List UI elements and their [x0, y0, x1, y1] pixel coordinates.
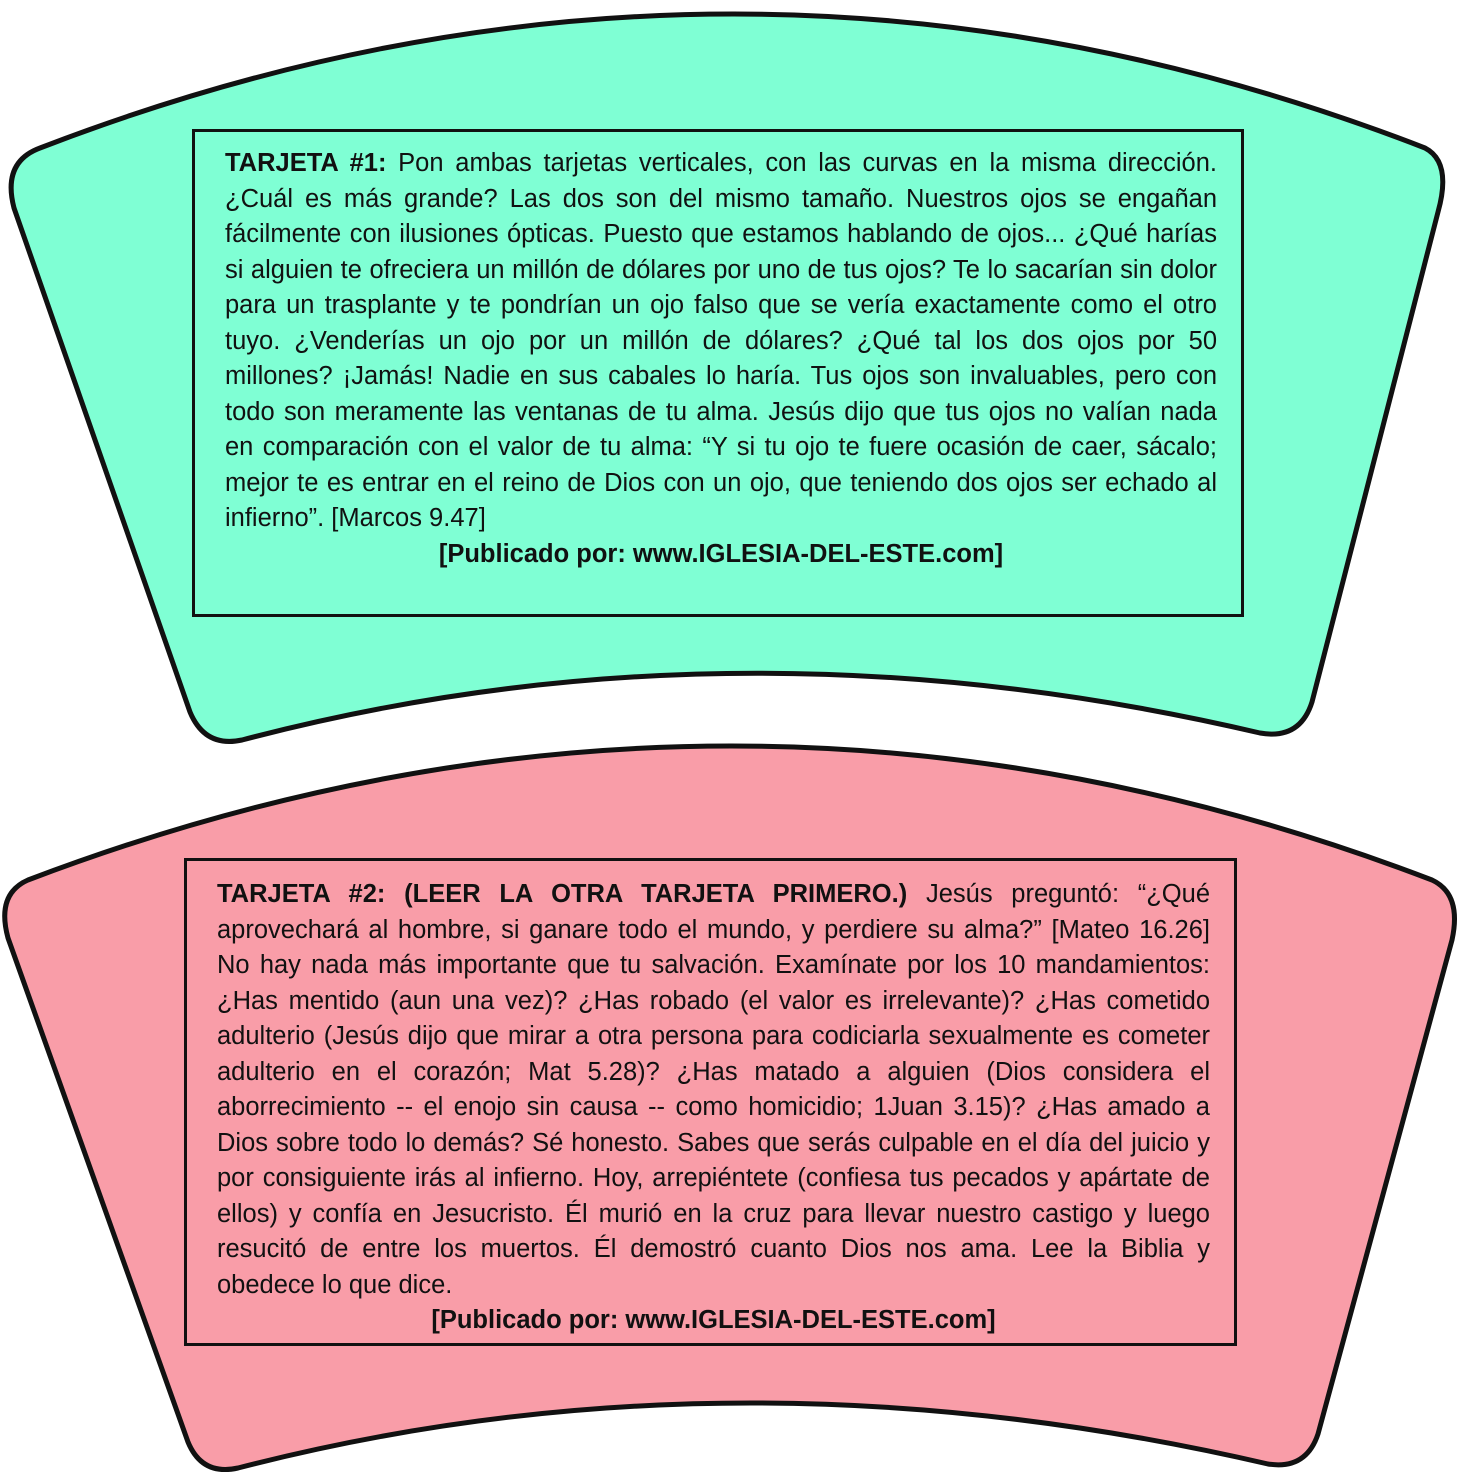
card-1-body: Pon ambas tarjetas verticales, con las curvas en la misma dirección. ¿Cuál es más grande? Las dos son del mismo tamaño. Nuestros ojos se engañan fácilmente con ilusiones ópticas. Puesto que estamos hablando de ojos... ¿Qué harías si alguien te ofreciera un millón de dólares por uno de tus ojos? Te lo sacarían sin dolor para un trasplante y te pondrían un ojo falso que se vería exactamente como el otro tuyo. ¿Venderías un ojo por un millón de dólares? ¿Qué tal los dos ojos por 50 millones? ¡Jamás! Nadie en sus cabales lo haría. Tus ojos son invaluables, pero con todo son meramente las ventanas de tu alma. Jesús dijo que tus ojos no valían nada en comparación con el valor de tu alma: “Y si tu ojo te fuere ocasión de caer, sácalo; mejor te es entrar en el reino de Dios con un ojo, que teniendo dos ojos ser echado al infierno”. [Marcos 9.47]	[225, 149, 1217, 532]
card-2	[0, 740, 1468, 1476]
card-1-text-box	[192, 129, 1244, 617]
card-1-heading: TARJETA #1:	[225, 149, 387, 177]
card-1-credit: [Publicado por: www.IGLESIA-DEL-ESTE.com]	[438, 539, 1004, 568]
card-2-heading: TARJETA #2: (LEER LA OTRA TARJETA PRIMERO.)	[217, 880, 908, 908]
card-2-body: Jesús preguntó: “¿Qué aprovechará al hombre, si ganare todo el mundo, y perdiere su alma?” [Mateo 16.26] No hay nada más importante que tu salvación. Examínate por los 10 mandamientos: ¿Has mentido (aun una vez)? ¿Has robado (el valor es irrelevante)? ¿Has cometido adulterio (Jesús dijo que mirar a otra persona para codiciarla sexualmente es cometer adulterio en el corazón; Mat 5.28)? ¿Has matado a alguien (Dios considera el aborrecimiento -- el enojo sin causa -- como homicidio; 1Juan 3.15)? ¿Has amado a Dios sobre todo lo demás? Sé honesto. Sabes que serás culpable en el día del juicio y por consiguiente irás al infierno. Hoy, arrepiéntete (confiesa tus pecados y apártate de ellos) y confía en Jesucristo. Él murió en la cruz para llevar nuestro castigo y luego resucitó de entre los muertos. Él demostró cuanto Dios nos ama. Lee la Biblia y obedece lo que dice.	[217, 880, 1210, 1299]
card-1-body-paragraph	[225, 146, 1217, 537]
card-2-body-paragraph	[217, 877, 1210, 1303]
card-2-credit: [Publicado por: www.IGLESIA-DEL-ESTE.com]	[431, 1306, 996, 1334]
card-2-text-box	[184, 858, 1237, 1346]
